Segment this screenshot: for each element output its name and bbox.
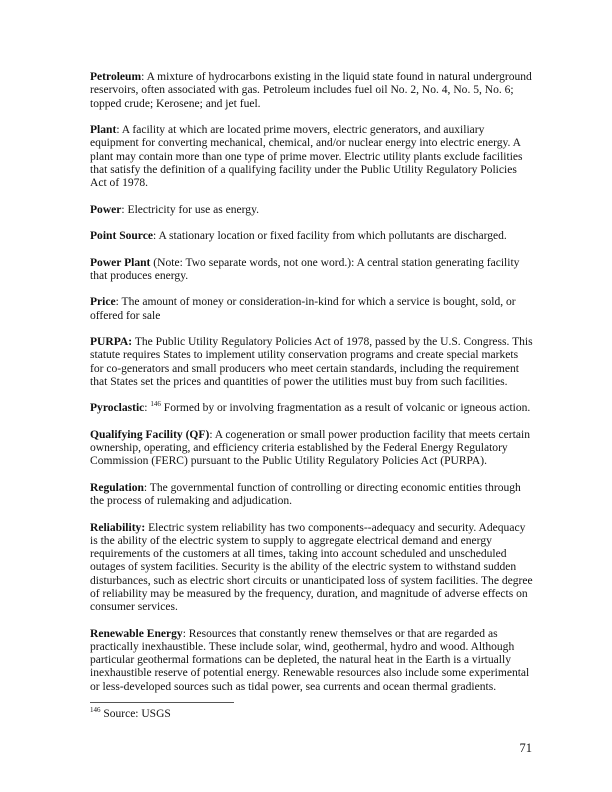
glossary-body [90, 71, 533, 707]
footnote-text: Source: USGS [100, 708, 171, 720]
definition: The Public Utility Regulatory Policies Act of 1978, passed by the U.S. Congress. This statute requires States to implement utility conservation programs and create special markets for co-generators and small producers who meet certain standards, including the requirement that States set the prices and quantities of power the utilities must buy from such facilities. [90, 336, 533, 388]
definition: A facility at which are located prime movers, electric generators, and auxiliary equipment for converting mechanical, chemical, and/or nuclear energy into electric energy. A plant may contain more than one type of prime mover. Electric utility plants exclude facilities that satisfy the definition of a qualifying facility under the Public Utility Regulatory Policies Act of 1978. [90, 124, 523, 189]
term: Plant [90, 124, 117, 136]
glossary-entry-price [90, 296, 533, 323]
definition: A mixture of hydrocarbons existing in the liquid state found in natural underground reservoirs, often associated with gas. Petroleum includes fuel oil No. 2, No. 4, No. 5, No. 6; topped crude; Kerosene; and jet fuel. [90, 71, 532, 110]
term: Reliability: [90, 521, 146, 534]
term: Renewable Energy [90, 627, 183, 640]
definition: The amount of money or consideration-in-kind for which a service is bought, sold, or offered for sale [90, 296, 516, 322]
definition: The governmental function of controlling or directing economic entities through the process of rulemaking and adjudication. [90, 481, 521, 507]
glossary-entry-pyroclastic [90, 402, 533, 415]
glossary-entry-plant [90, 124, 533, 190]
term: Qualifying Facility (QF) [90, 428, 210, 441]
glossary-entry-qualifying-facility [90, 429, 533, 469]
glossary-entry-reliability [90, 522, 533, 615]
separator: : [152, 230, 159, 242]
glossary-entry-power [90, 204, 533, 217]
separator: : [141, 71, 147, 83]
term: Pyroclastic [90, 402, 145, 415]
glossary-entry-petroleum [90, 71, 533, 111]
glossary-entry-purpa [90, 336, 533, 389]
definition: Electricity for use as energy. [127, 203, 259, 216]
glossary-entry-power-plant [90, 257, 533, 284]
term: Power Plant [90, 256, 151, 269]
term: Price [90, 296, 116, 309]
separator: : [115, 296, 122, 309]
definition: A stationary location or fixed facility from which pollutants are discharged. [158, 230, 507, 242]
definition: Electric system reliability has two components--adequacy and security. Adequacy is the ability of the electric system to supply to aggregate electrical demand and energy requirements of the customers at all times, taking into account scheduled and unscheduled outages of system facilities. Security is the ability of the electric system to withstand sudden disturbances, such as electric short circuits or unanticipated loss of system facilities. The degree of reliability may be measured by the frequency, duration, and magnitude of adverse effects on consumer services. [90, 521, 533, 613]
glossary-entry-renewable-energy [90, 628, 533, 694]
separator: : [182, 627, 189, 640]
term: Point Source [90, 230, 153, 242]
definition: Resources that constantly renew themselves or that are regarded as practically inexhaustible. These include solar, wind, geothermal, hydro and wood. Although particular geothermal formations can be depleted, the natural heat in the Earth is a virtually inexhaustible reserve of potential energy. Renewable resources also include some experimental or less-developed sources such as tidal power, sea currents and ocean thermal gradients. [90, 627, 530, 693]
footnote-divider [90, 702, 234, 703]
separator: : [144, 402, 151, 415]
footnote-number: 146 [90, 706, 101, 714]
term: Petroleum [90, 71, 142, 83]
separator: : [116, 124, 122, 136]
term: PURPA: [90, 336, 133, 348]
definition: (Note: Two separate words, not one word.): A central station generating facility that produces energy. [90, 256, 520, 282]
separator: : [143, 481, 150, 494]
definition: Formed by or involving fragmentation as a result of volcanic or igneous action. [160, 402, 531, 415]
term: Power [90, 203, 122, 216]
page-number: 71 [519, 741, 532, 755]
term: Regulation [90, 481, 144, 494]
separator: : [209, 428, 215, 441]
footnote-reference[interactable]: 146 [150, 400, 161, 409]
glossary-entry-point-source [90, 230, 533, 243]
separator: : [121, 203, 128, 216]
glossary-entry-regulation [90, 482, 533, 509]
footnote [90, 708, 171, 721]
definition: A cogeneration or small power production facility that meets certain ownership, operating, and efficiency criteria established by the Federal Energy Regulatory Commission (FERC) pursuant to the Public Utility Regulatory Policies Act (PURPA). [90, 428, 530, 468]
